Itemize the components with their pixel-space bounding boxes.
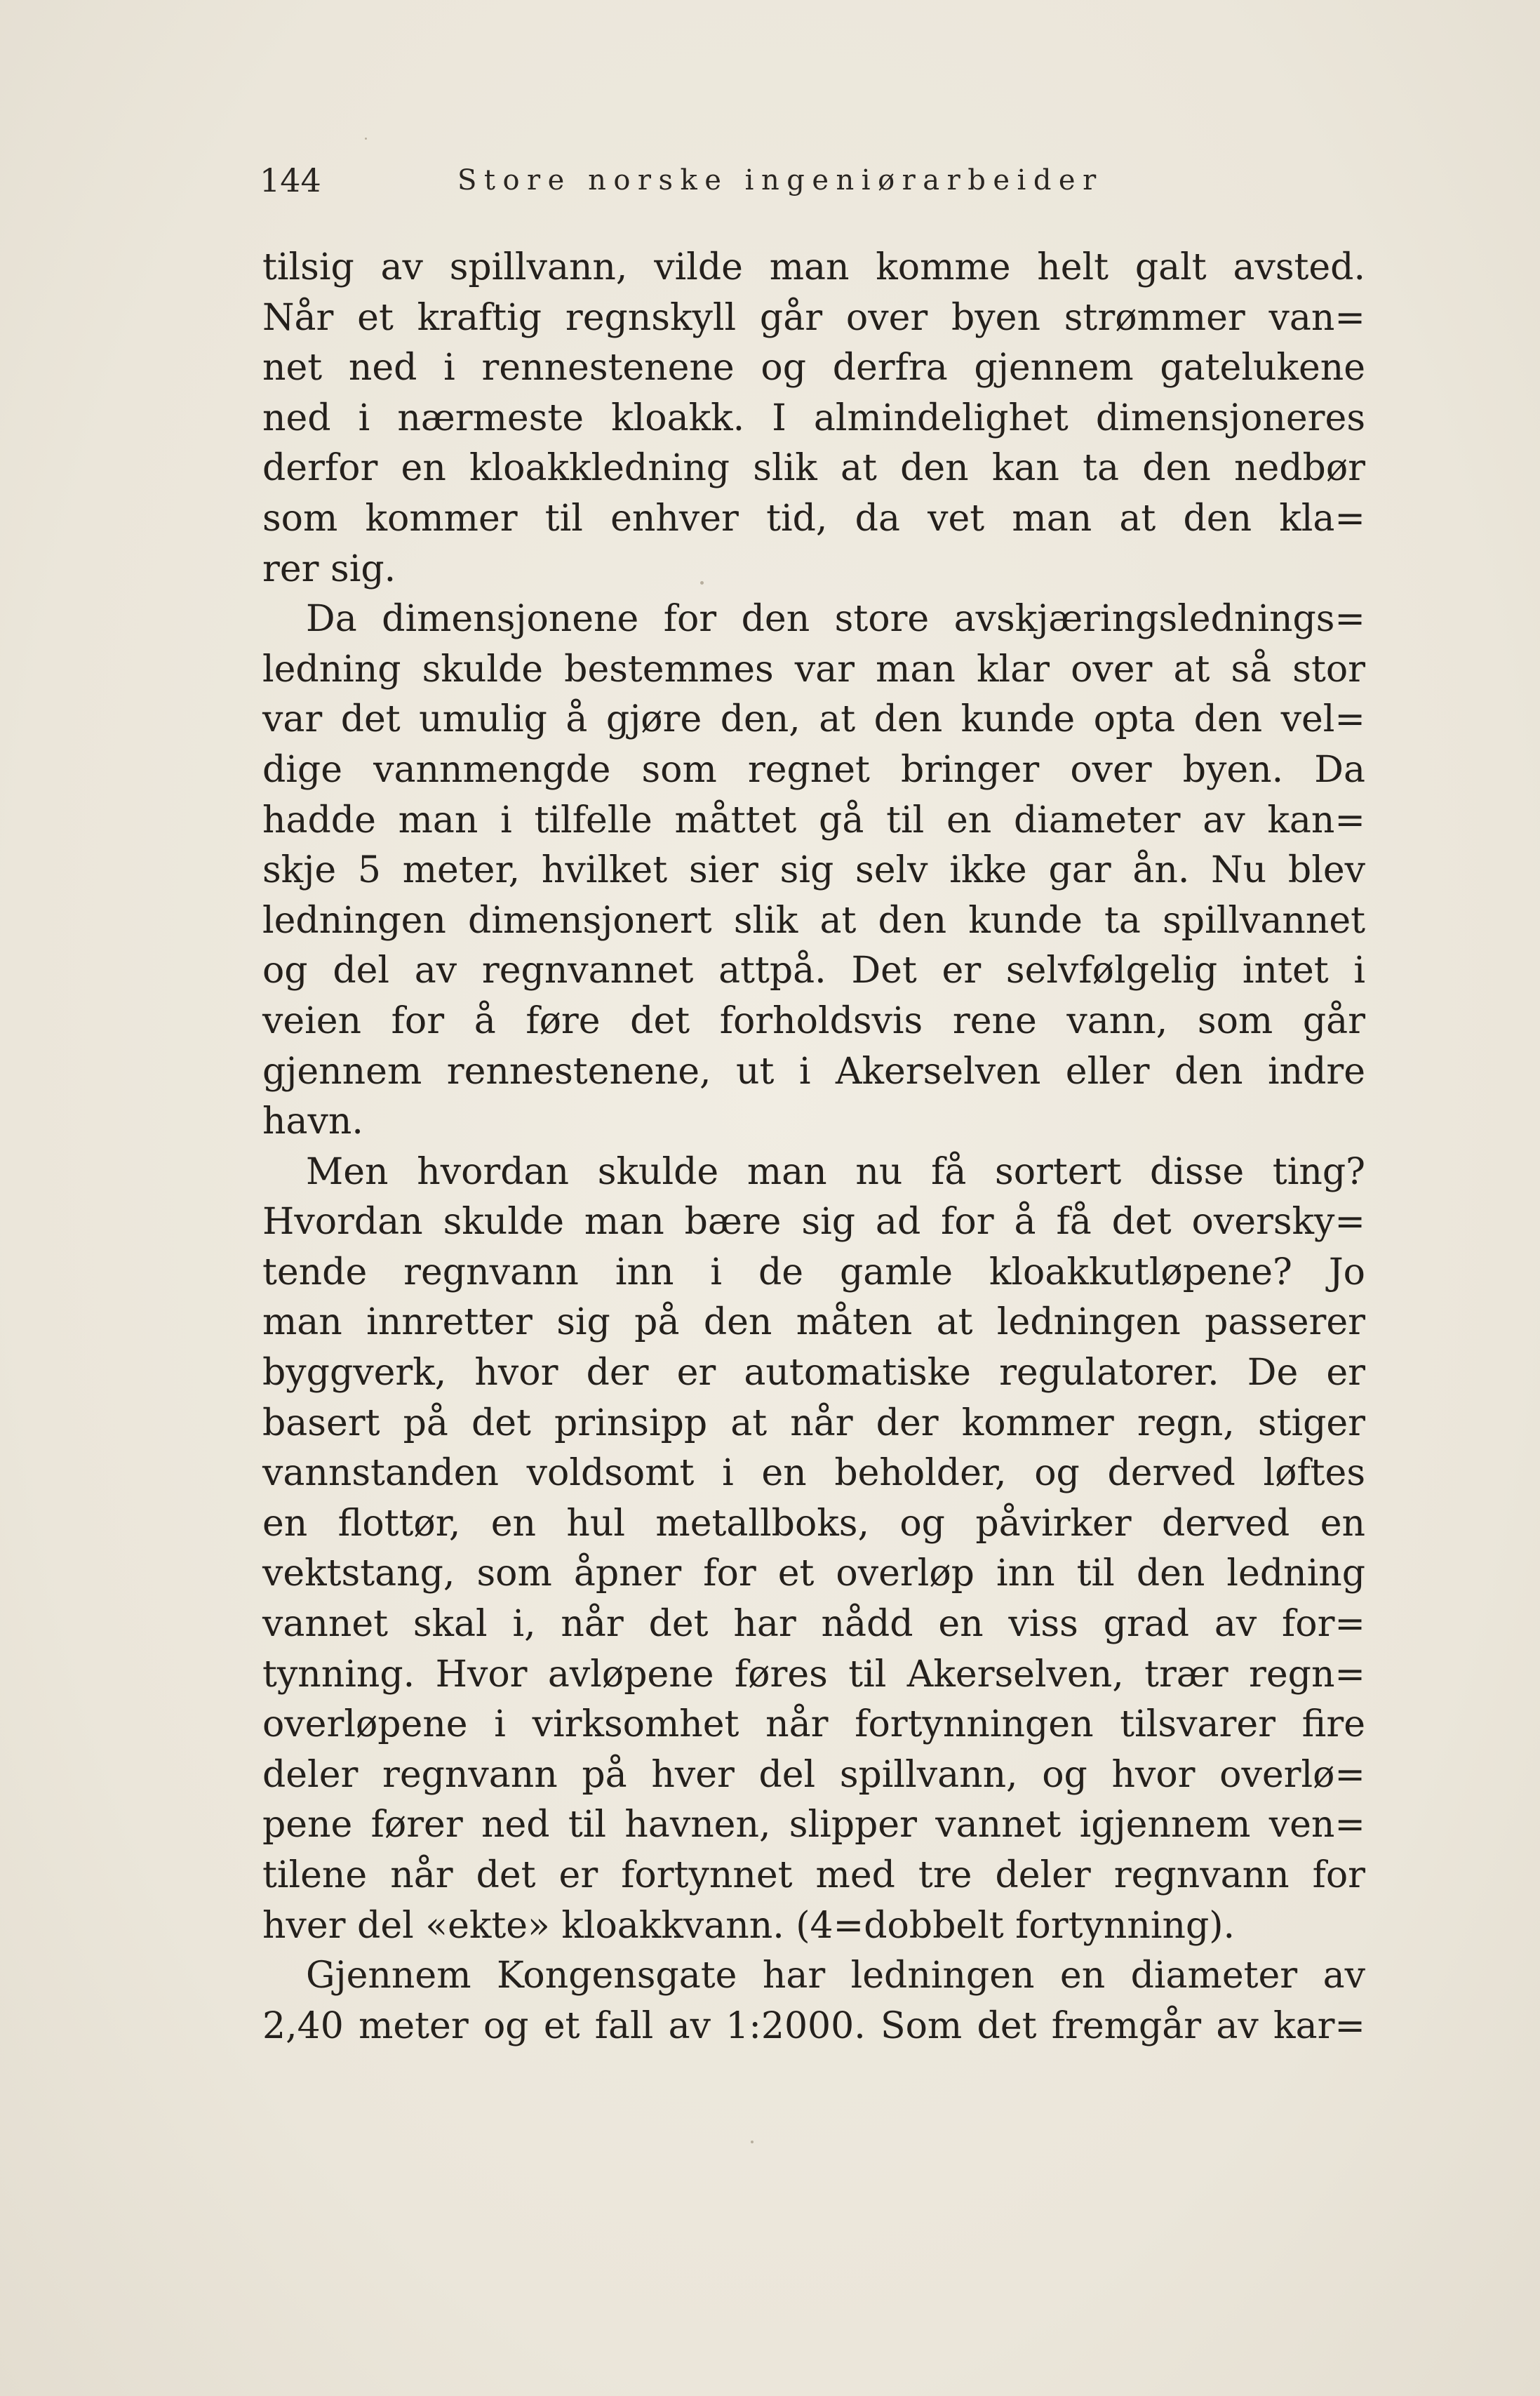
- text-line: byggverk, hvor der er automatiske regulatorer. De er: [262, 1352, 1365, 1395]
- text-line: pene fører ned til havnen, slipper vannet igjennem ven=: [262, 1804, 1365, 1846]
- text-line: rer sig.: [262, 547, 396, 590]
- page-number: 144: [260, 161, 321, 199]
- text-line: net ned i rennestenene og derfra gjennem gatelukene: [262, 347, 1365, 390]
- text-line: basert på det prinsipp at når der kommer regn, stiger: [262, 1402, 1365, 1444]
- text-line: skje 5 meter, hvilket sier sig selv ikke gar ån. Nu blev: [262, 849, 1365, 892]
- paper-speck: [365, 138, 367, 140]
- text-line: ledning skulde bestemmes var man klar over at så stor: [262, 648, 1365, 691]
- text-line: Gjennem Kongensgate har ledningen en diameter av: [306, 1955, 1365, 1997]
- text-line: derfor en kloakkledning slik at den kan ta den nedbør: [262, 447, 1365, 490]
- text-line: gjennem rennestenene, ut i Akerselven eller den indre: [262, 1050, 1365, 1093]
- text-line: dige vannmengde som regnet bringer over byen. Da: [262, 748, 1365, 791]
- text-line: som kommer til enhver tid, da vet man at den kla=: [262, 497, 1365, 540]
- text-line: ned i nærmeste kloakk. I almindelighet dimensjoneres: [262, 397, 1365, 439]
- text-line: var det umulig å gjøre den, at den kunde opta den vel=: [262, 698, 1365, 741]
- text-line: Hvordan skulde man bære sig ad for å få det oversky=: [262, 1201, 1365, 1244]
- text-line: 2,40 meter og et fall av 1:2000. Som det fremgår av kar=: [262, 2004, 1365, 2047]
- text-line: havn.: [262, 1100, 363, 1143]
- text-line: overløpene i virksomhet når fortynningen tilsvarer fire: [262, 1703, 1365, 1746]
- running-title: Store norske ingeniørarbeider: [457, 164, 1104, 197]
- text-line: tende regnvann inn i de gamle kloakkutløpene? Jo: [262, 1251, 1365, 1293]
- text-line: og del av regnvannet attpå. Det er selvfølgelig intet i: [262, 950, 1365, 992]
- paper-speck: [700, 581, 704, 585]
- paper-speck: [751, 2141, 754, 2143]
- text-line: hver del «ekte» kloakkvann. (4=dobbelt fortynning).: [262, 1904, 1236, 1947]
- text-line: veien for å føre det forholdsvis rene vann, som går: [262, 999, 1365, 1042]
- body-text: [262, 243, 1365, 2051]
- text-line: deler regnvann på hver del spillvann, og hvor overlø=: [262, 1753, 1365, 1796]
- text-line: Da dimensjonene for den store avskjæringslednings=: [306, 598, 1365, 641]
- page-header: [260, 156, 1312, 205]
- text-line: man innretter sig på den måten at ledningen passerer: [262, 1301, 1365, 1344]
- text-line: Men hvordan skulde man nu få sortert disse ting?: [306, 1150, 1365, 1193]
- text-line: tynning. Hvor avløpene føres til Akerselven, trær regn=: [262, 1653, 1365, 1696]
- text-line: ledningen dimensjonert slik at den kunde ta spillvannet: [262, 899, 1365, 942]
- text-line: tilene når det er fortynnet med tre deler regnvann for: [262, 1854, 1365, 1896]
- text-line: Når et kraftig regnskyll går over byen strømmer van=: [262, 296, 1365, 339]
- text-line: vannet skal i, når det har nådd en viss grad av for=: [262, 1603, 1365, 1646]
- text-line: en flottør, en hul metallboks, og påvirker derved en: [262, 1502, 1365, 1545]
- text-line: hadde man i tilfelle måttet gå til en diameter av kan=: [262, 799, 1365, 841]
- text-line: tilsig av spillvann, vilde man komme helt galt avsted.: [262, 246, 1365, 288]
- text-line: vannstanden voldsomt i en beholder, og derved løftes: [262, 1452, 1365, 1495]
- text-line: vektstang, som åpner for et overløp inn til den ledning: [262, 1552, 1365, 1595]
